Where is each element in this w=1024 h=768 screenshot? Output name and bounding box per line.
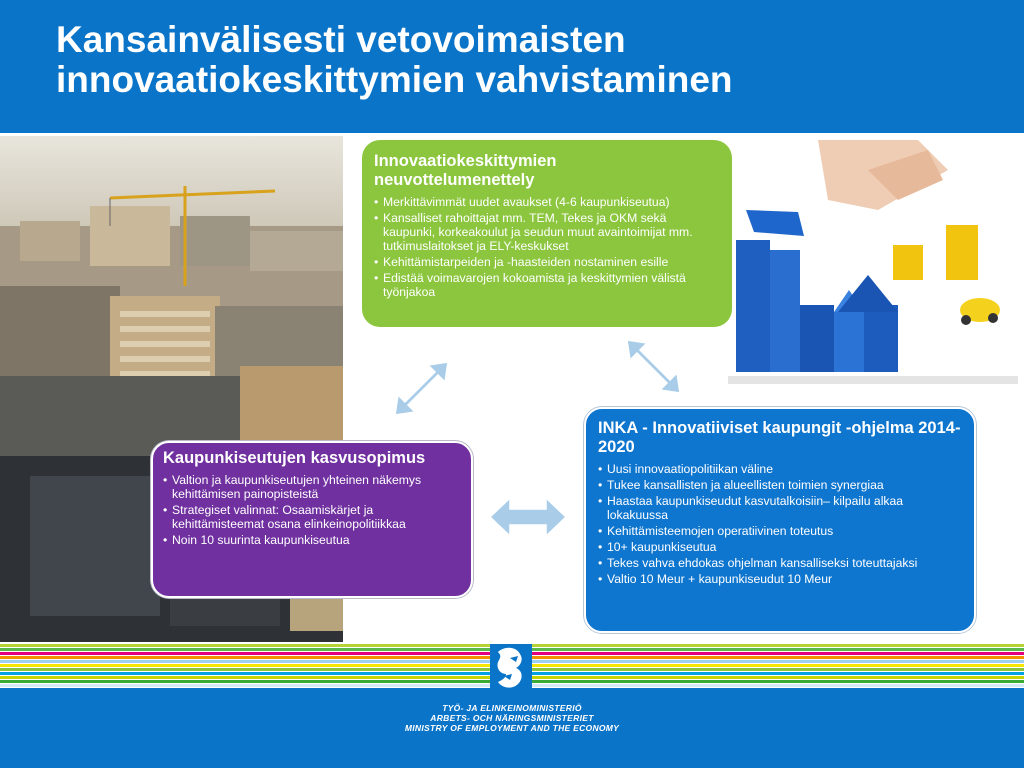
kasvusopimus-box	[151, 441, 473, 598]
slide-title-line1: Kansainvälisesti vetovoimaisten	[56, 19, 626, 60]
inka-programme-box	[584, 407, 976, 633]
ministry-name-fi: TYÖ- JA ELINKEINOMINISTERIÖ	[442, 703, 582, 713]
box-title: INKA - Innovatiiviset kaupungit -ohjelma 2014-2020	[598, 419, 961, 456]
list-item: • Tukee kansallisten ja alueellisten toimien synergiaa	[598, 478, 962, 492]
finnish-lion-icon	[490, 644, 532, 694]
bullet-list	[163, 473, 461, 547]
list-item: • Noin 10 suurinta kaupunkiseutua	[163, 533, 461, 547]
list-item: • Valtio 10 Meur + kaupunkiseudut 10 Meur	[598, 572, 962, 586]
list-item: • Tekes vahva ehdokas ohjelman kansalliseksi toteuttajaksi	[598, 556, 962, 570]
ministry-name	[0, 703, 1024, 733]
ministry-name-en: MINISTRY OF EMPLOYMENT AND THE ECONOMY	[404, 723, 620, 733]
double-arrow-icon	[622, 335, 692, 405]
list-item: • 10+ kaupunkiseutua	[598, 540, 962, 554]
bullet-list	[374, 195, 720, 299]
bullet-list	[598, 462, 962, 586]
neuvottelumenettely-box	[362, 140, 732, 327]
box-title: Kaupunkiseutujen kasvusopimus	[163, 449, 426, 467]
list-item: • Merkittävimmät uudet avaukset (4-6 kaupunkiseutua)	[374, 195, 720, 209]
slide-title	[56, 20, 733, 100]
double-arrow-icon	[488, 496, 568, 538]
list-item: • Strategiset valinnat: Osaamiskärjet ja kehittämisteemat osana elinkeinopolitiikkaa	[163, 503, 461, 531]
slide-title-line2: innovaatiokeskittymien vahvistaminen	[56, 59, 733, 100]
ministry-name-sv: ARBETS- OCH NÄRINGSMINISTERIET	[430, 713, 594, 723]
box-title: Innovaatiokeskittymien neuvottelumenettely	[374, 152, 557, 189]
list-item: • Kehittämisteemojen operatiivinen toteutus	[598, 524, 962, 538]
list-item: • Haastaa kaupunkiseudut kasvutalkoisiin– kilpailu alkaa lokakuussa	[598, 494, 962, 522]
list-item: • Edistää voimavarojen kokoamista ja keskittymien välistä työnjakoa	[374, 271, 720, 299]
list-item: • Kehittämistarpeiden ja -haasteiden nostaminen esille	[374, 255, 720, 269]
list-item: • Kansalliset rahoittajat mm. TEM, Tekes ja OKM sekä kaupunki, korkeakoulut ja seudun muut avaintoimijat mm. tutkimuslaitokset ja ELY-keskukset	[374, 211, 720, 253]
title-bar	[0, 0, 1024, 133]
double-arrow-icon	[390, 350, 460, 420]
list-item: • Uusi innovaatiopolitiikan väline	[598, 462, 962, 476]
list-item: • Valtion ja kaupunkiseutujen yhteinen näkemys kehittämisen painopisteistä	[163, 473, 461, 501]
toy-blocks-photo	[718, 140, 1024, 385]
